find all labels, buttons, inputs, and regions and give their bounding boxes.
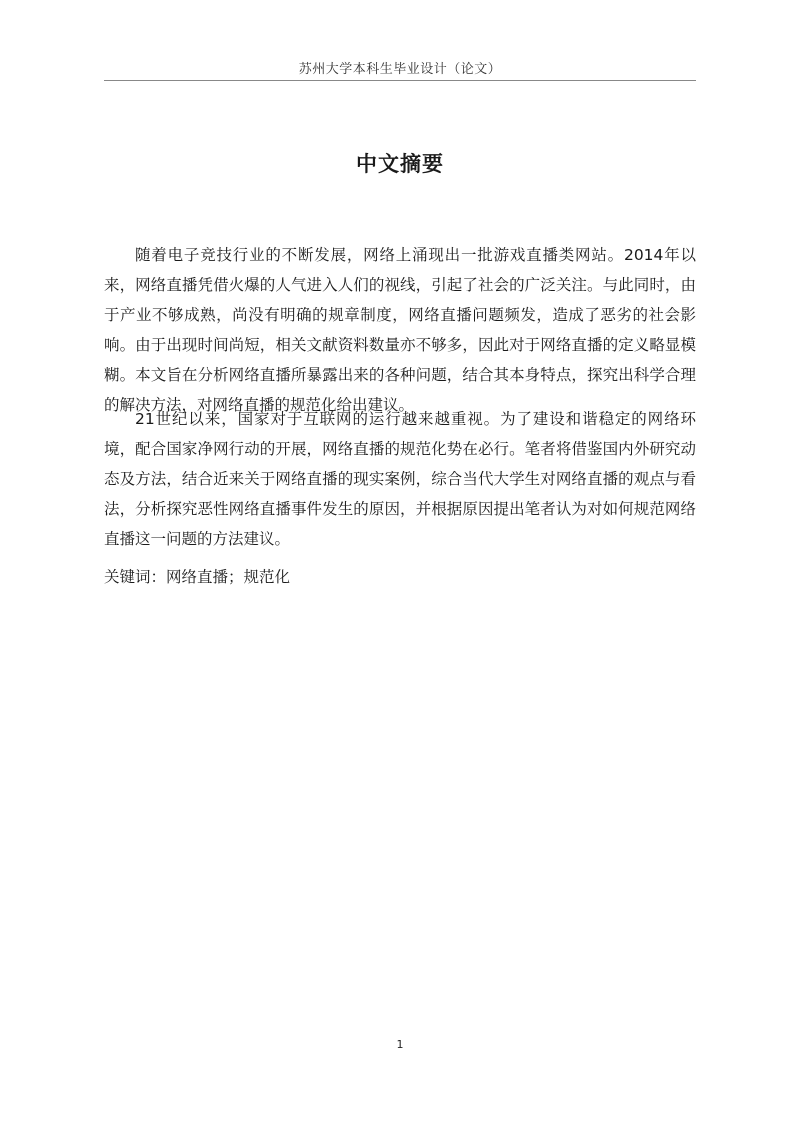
abstract-title: 中文摘要 — [356, 152, 444, 176]
running-header: 苏州大学本科生毕业设计（论文） — [298, 62, 502, 77]
keywords-line: 关键词：网络直播；规范化 — [104, 568, 291, 586]
page-number: 1 — [396, 1038, 404, 1051]
abstract-paragraph-2: 21世纪以来，国家对于互联网的运行越来越重视。为了建设和谐稳定的网络环境，配合国家净网行动的开展，网络直播的规范化势在必行。笔者将借鉴国内外研究动态及方法，结合近来关于网络直播的现实案例，综合当代大学生对网络直播的观点与看法，分析探究恶性网络直播事件发生的原因，并根据原因提出笔者认为对如何规范网络直播这一问题的方法建议。 — [104, 410, 696, 548]
header-divider — [104, 80, 696, 81]
abstract-paragraph-1: 随着电子竞技行业的不断发展，网络上涌现出一批游戏直播类网站。2014年以来，网络直播凭借火爆的人气进入人们的视线，引起了社会的广泛关注。与此同时，由于产业不够成熟，尚没有明确的规章制度，网络直播问题频发，造成了恶劣的社会影响。由于出现时间尚短，相关文献资料数量亦不够多，因此对于网络直播的定义略显模糊。本文旨在分析网络直播所暴露出来的各种问题，结合其本身特点，探究出科学合理的解决方法，对网络直播的规范化给出建议。 — [104, 246, 696, 414]
